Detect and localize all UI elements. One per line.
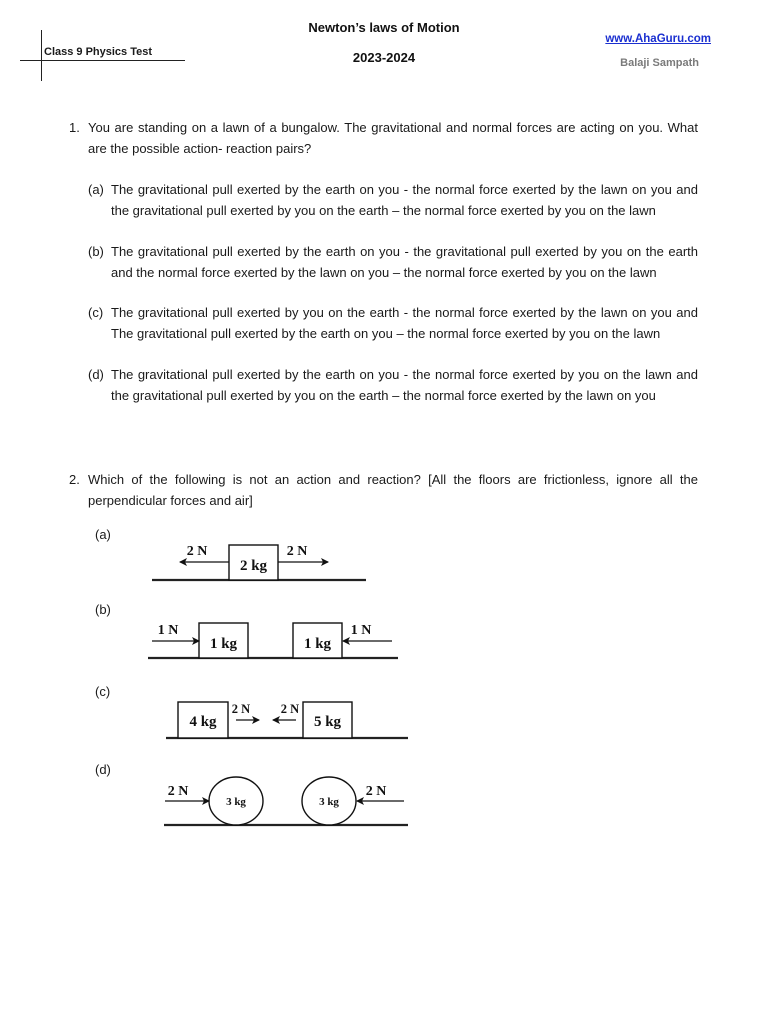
question-text: Which of the following is not an action and reaction? [All the floors are frictionless, ignore all the perpendicular forces and air]	[88, 472, 698, 508]
force-label-left: 2 N	[231, 702, 251, 716]
force-label-right: 2 N	[286, 544, 308, 559]
diagram-c	[166, 702, 408, 738]
force-label-left: 2 N	[167, 784, 189, 799]
class-label: Class 9 Physics Test	[44, 46, 153, 58]
mass-label: 2 kg	[239, 558, 268, 574]
mass-label-left: 1 kg	[209, 636, 238, 652]
question-text: You are standing on a lawn of a bungalow. The gravitational and normal forces are acting on you. What are the possible action- reaction pairs?	[88, 120, 698, 156]
question-number: 1.	[69, 120, 80, 135]
option-text: The gravitational pull exerted by the earth on you - the gravitational pull exerted by you on the earth and the normal force exerted by the lawn on you – the normal force exerted by you on the lawn	[111, 244, 698, 280]
mass-label-right: 3 kg	[319, 796, 339, 808]
force-label-left: 2 N	[186, 544, 208, 559]
question-number: 2.	[69, 472, 80, 487]
option-label: (c)	[88, 305, 104, 320]
option-text: The gravitational pull exerted by you on the earth - the normal force exerted by the lawn on you and The gravitational pull exerted by the earth on you – the normal force exerted by you on the lawn	[111, 305, 698, 341]
academic-year: 2023-2024	[352, 50, 416, 65]
diagram-label-c: (c)	[95, 684, 111, 699]
diagram-label-b: (b)	[95, 602, 111, 617]
mass-label-left: 3 kg	[226, 796, 246, 808]
option-text: The gravitational pull exerted by the earth on you - the normal force exerted by the lawn on you and the gravitational pull exerted by you on the earth – the normal force exerted by you on the lawn	[111, 182, 698, 218]
force-label-right: 1 N	[350, 623, 372, 638]
option-text: The gravitational pull exerted by the earth on you - the normal force exerted by you on the lawn and the gravitational pull exerted by you on the earth – the normal force exerted by the lawn on you	[111, 367, 698, 403]
force-label-left: 1 N	[157, 623, 179, 638]
diagram-a	[152, 544, 366, 580]
option-label: (b)	[88, 244, 104, 259]
mass-label-right: 5 kg	[313, 714, 342, 730]
mass-label-left: 4 kg	[189, 714, 217, 730]
diagram-b	[148, 623, 398, 658]
force-label-right: 2 N	[280, 702, 300, 716]
mass-label-right: 1 kg	[303, 636, 332, 652]
diagram-d	[164, 777, 408, 825]
option-label: (a)	[88, 182, 104, 197]
diagram-label-d: (d)	[95, 762, 111, 777]
diagram-label-a: (a)	[95, 527, 111, 542]
force-label-right: 2 N	[365, 784, 387, 799]
website-link[interactable]: www.AhaGuru.com	[605, 33, 711, 45]
document-title: Newton’s laws of Motion	[308, 20, 460, 35]
author-name: Balaji Sampath	[620, 57, 699, 69]
option-label: (d)	[88, 367, 104, 382]
